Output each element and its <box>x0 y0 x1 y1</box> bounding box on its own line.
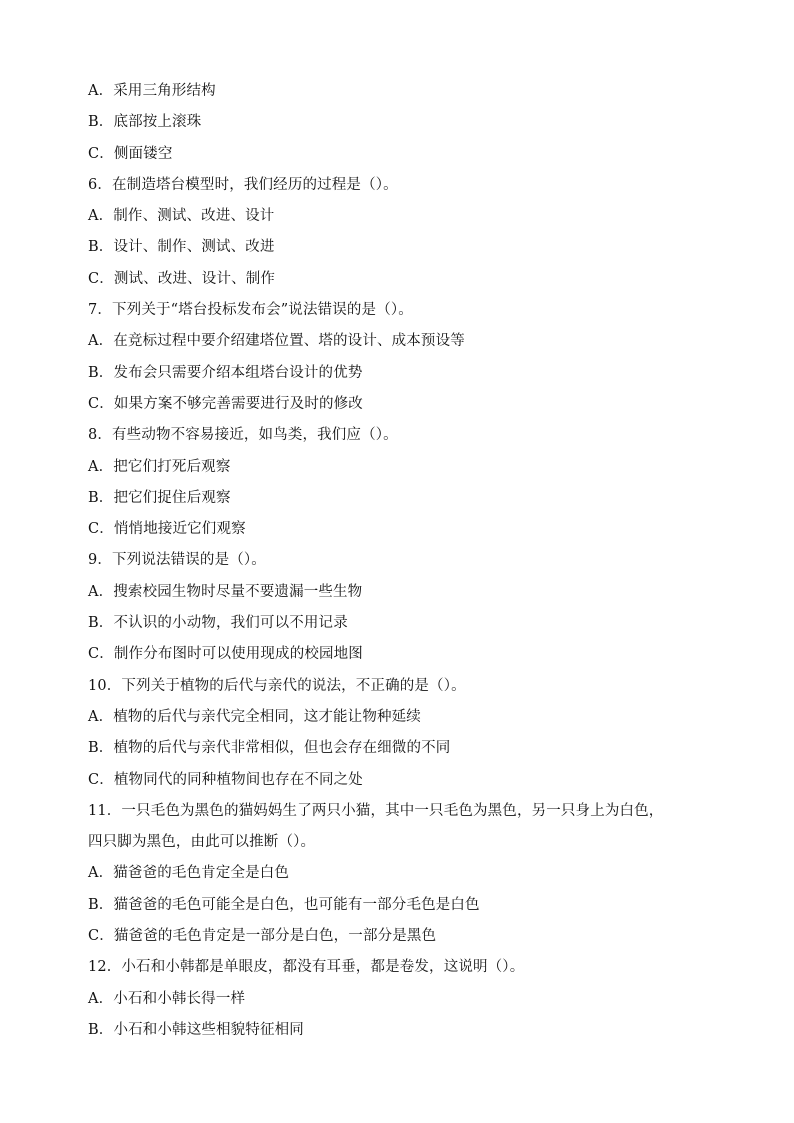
answer-option: C．如果方案不够完善需要进行及时的修改 <box>88 395 363 412</box>
answer-option: A．猫爸爸的毛色肯定全是白色 <box>88 865 290 882</box>
answer-option: A．把它们打死后观察 <box>88 458 231 475</box>
answer-option: B．不认识的小动物，我们可以不用记录 <box>88 615 348 632</box>
answer-option: C．制作分布图时可以使用现成的校园地图 <box>88 646 363 663</box>
answer-option: B．把它们捉住后观察 <box>88 489 231 506</box>
question-text: 9．下列说法错误的是（）。 <box>88 552 266 569</box>
answer-option: B．设计、制作、测试、改进 <box>88 239 275 256</box>
answer-option: C．悄悄地接近它们观察 <box>88 521 246 538</box>
answer-option: A．小石和小韩长得一样 <box>88 990 246 1007</box>
answer-option: C．猫爸爸的毛色肯定是一部分是白色，一部分是黑色 <box>88 928 437 945</box>
answer-option: A．搜索校园生物时尽量不要遗漏一些生物 <box>88 583 363 600</box>
answer-option: B．底部按上滚珠 <box>88 114 202 131</box>
question-text: 10．下列关于植物的后代与亲代的说法，不正确的是（）。 <box>88 677 466 694</box>
question-text: 6．在制造塔台模型时，我们经历的过程是（）。 <box>88 176 398 193</box>
answer-option: A．制作、测试、改进、设计 <box>88 208 275 225</box>
answer-option: A．在竞标过程中要介绍建塔位置、塔的设计、成本预设等 <box>88 333 465 350</box>
question-list <box>88 80 738 1050</box>
question-text: 7．下列关于“塔台投标发布会”说法错误的是（）。 <box>88 302 413 319</box>
question-text: 12．小石和小韩都是单眼皮，都没有耳垂，都是卷发，这说明（）。 <box>88 959 525 976</box>
question-text: 8．有些动物不容易接近，如鸟类，我们应（）。 <box>88 427 398 444</box>
answer-option: B．小石和小韩这些相貌特征相同 <box>88 1021 304 1038</box>
answer-option: A．植物的后代与亲代完全相同，这才能让物种延续 <box>88 708 421 725</box>
answer-option: C．测试、改进、设计、制作 <box>88 270 276 287</box>
answer-option: A．采用三角形结构 <box>88 83 216 99</box>
answer-option: B．猫爸爸的毛色可能全是白色，也可能有一部分毛色是白色 <box>88 896 480 913</box>
answer-option: B．植物的后代与亲代非常相似，但也会存在细微的不同 <box>88 740 451 757</box>
answer-option: B．发布会只需要介绍本组塔台设计的优势 <box>88 364 363 381</box>
question-text: 四只脚为黑色，由此可以推断（）。 <box>88 834 316 851</box>
question-text: 11．一只毛色为黑色的猫妈妈生了两只小猫，其中一只毛色为黑色，另一只身上为白色， <box>88 802 664 819</box>
answer-option: C．植物同代的同种植物间也存在不同之处 <box>88 771 363 788</box>
answer-option: C．侧面镂空 <box>88 145 173 162</box>
